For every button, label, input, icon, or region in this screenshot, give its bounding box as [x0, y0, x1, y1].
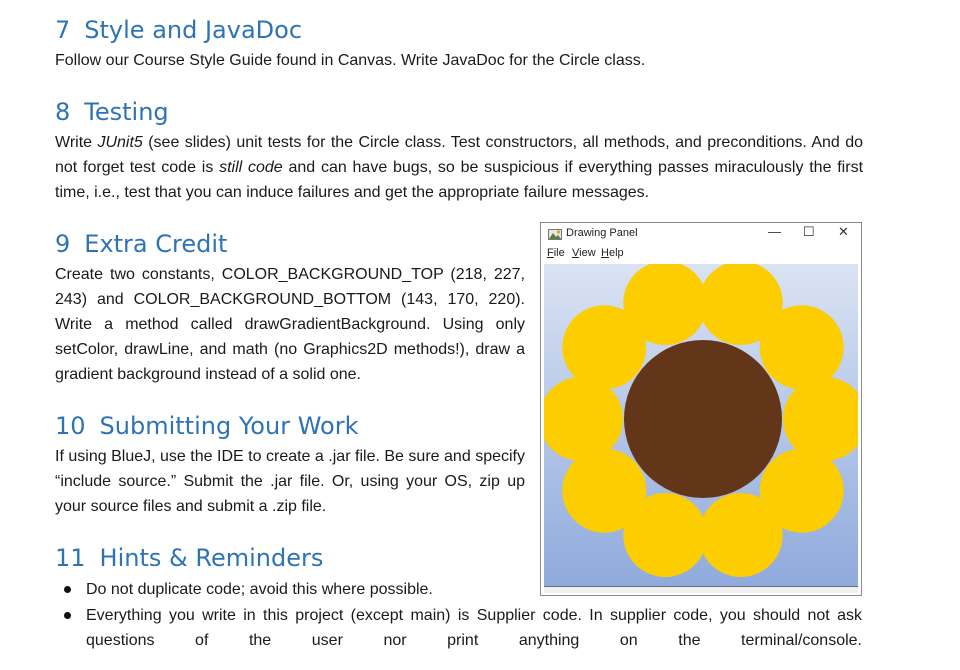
flower-center-circle — [624, 340, 782, 498]
heading-style-and-javadoc — [55, 15, 302, 45]
menu-label: iew — [579, 247, 596, 259]
window-menubar — [541, 245, 861, 263]
section-number: 11 — [55, 544, 86, 572]
bullet-icon — [64, 586, 71, 593]
heading-hints-and-reminders — [55, 543, 323, 573]
petal-circle — [562, 449, 646, 533]
menu-mnemonic: V — [572, 247, 580, 259]
petal-circle — [783, 377, 858, 461]
style-javadoc-paragraph: Follow our Course Style Guide found in Canvas. Write JavaDoc for the Circle class. — [55, 52, 646, 69]
testing-paragraph — [55, 130, 863, 205]
section-number: 8 — [55, 98, 71, 126]
menu-label: elp — [608, 247, 624, 259]
menu-mnemonic: H — [601, 247, 609, 259]
menu-mnemonic: F — [547, 247, 554, 259]
petal-circle — [760, 305, 844, 389]
close-button[interactable]: ✕ — [838, 224, 849, 239]
text-run: (see slides) unit tests for the Circle class. Test constructors, all methods, and preconditions. And do not forget test code is — [55, 134, 864, 176]
petal-circle — [623, 264, 707, 345]
menu-file[interactable] — [547, 247, 565, 259]
text-run: and can have bugs, so be suspicious if everything passes miraculously the first time, i.e., test that you can induce failures and get the appropriate failure messages. — [55, 159, 864, 201]
bullet-item-1: Do not duplicate code; avoid this where possible. — [86, 581, 433, 598]
drawing-panel-app-icon — [548, 228, 562, 240]
text-run: Write — [55, 134, 98, 151]
heading-submitting-your-work — [55, 411, 358, 441]
maximize-button[interactable]: ☐ — [803, 224, 815, 239]
section-title: Submitting Your Work — [99, 412, 359, 440]
section-title: Style and JavaDoc — [84, 16, 303, 44]
window-titlebar — [541, 223, 861, 245]
section-title: Hints & Reminders — [99, 544, 324, 572]
drawing-canvas — [544, 264, 858, 586]
minimize-button[interactable]: — — [768, 224, 781, 239]
window-title: Drawing Panel — [566, 227, 638, 239]
sunflower-drawing — [544, 264, 858, 586]
menu-view[interactable] — [572, 247, 596, 259]
still-code-emphasis: still code — [219, 159, 283, 176]
section-number: 9 — [55, 230, 71, 258]
section-number: 7 — [55, 16, 71, 44]
drawing-panel-window — [540, 222, 862, 596]
menu-label: ile — [553, 247, 565, 259]
submitting-paragraph: If using BlueJ, use the IDE to create a .jar file. Be sure and specify “include source.” Submit the .jar file. Or, using your OS, zip up your source files and submit a .zip file. — [55, 448, 525, 515]
menu-help[interactable] — [601, 247, 624, 259]
junit5-emphasis: JUnit5 — [97, 134, 143, 151]
heading-extra-credit — [55, 229, 227, 259]
heading-testing — [55, 97, 169, 127]
petal-circle — [544, 377, 623, 461]
petal-circle — [699, 493, 783, 577]
bullet-icon — [64, 612, 71, 619]
window-bottom-edge — [544, 586, 858, 593]
section-title: Extra Credit — [84, 230, 228, 258]
extra-credit-paragraph: Create two constants, COLOR_BACKGROUND_TOP (218, 227, 243) and COLOR_BACKGROUND_BOTTOM (143, 170, 220). Write a method called drawGradientBackground. Using only setColor, drawLine, and math (no Graphics2D methods!), draw a gradient background instead of a solid one. — [55, 266, 525, 383]
section-number: 10 — [55, 412, 86, 440]
bullet-item-2: Everything you write in this project (except main) is Supplier code. In supplier code, you should not ask questions of the user nor print anything on the terminal/console. — [86, 607, 862, 649]
section-title: Testing — [84, 98, 169, 126]
